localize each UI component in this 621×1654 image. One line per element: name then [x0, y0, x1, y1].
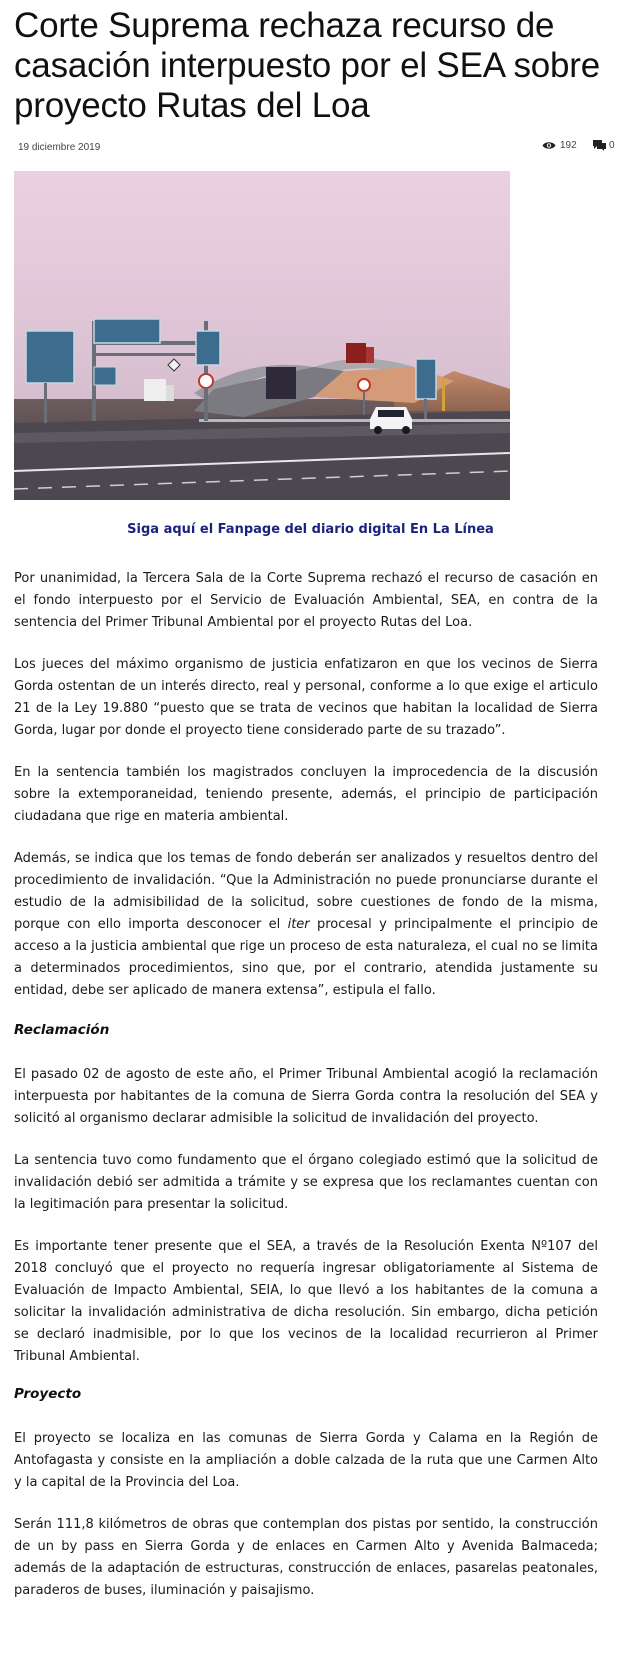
- article-date: 19 diciembre 2019: [18, 142, 101, 153]
- article-photo: [14, 171, 510, 500]
- article-title: Corte Suprema rechaza recurso de casación interpuesto por el SEA sobre proyecto Rutas del Loa: [14, 6, 601, 125]
- comments-counter[interactable]: [593, 140, 615, 151]
- article-meta: [14, 140, 615, 156]
- section-heading-reclamacion: Reclamación: [14, 1022, 110, 1038]
- paragraph-4-text-b: procesal y principalmente el principio de acceso a la justicia ambiental que rige un proceso de esta naturaleza, el cual no se limita a determinados procedimientos, sino que, por el contrario, atendida justamente su entidad, debe ser aplicado de manera extensa”, estipula el fallo.: [14, 917, 598, 998]
- fanpage-link[interactable]: Siga aquí el Fanpage del diario digital En La Línea: [127, 522, 494, 537]
- paragraph-5: El pasado 02 de agosto de este año, el Primer Tribunal Ambiental acogió la reclamación interpuesta por habitantes de la comuna de Sierra Gorda contra la resolución del SEA y solicitó al organismo declarar admisible la solicitud de invalidación del proyecto.: [14, 1067, 598, 1126]
- paragraph-4-italic: iter: [287, 917, 310, 932]
- paragraph-1: Por unanimidad, la Tercera Sala de la Corte Suprema rechazó el recurso de casación en el fondo interpuesto por el Servicio de Evaluación Ambiental, SEA, en contra de la sentencia del Primer Tribunal Ambiental por el proyecto Rutas del Loa.: [14, 571, 598, 630]
- views-count: 192: [560, 140, 577, 151]
- views-counter: [542, 140, 577, 151]
- paragraph-6: La sentencia tuvo como fundamento que el órgano colegiado estimó que la solicitud de invalidación debió ser admitida a trámite y se expresa que los reclamantes cuentan con la legitimación para presentar la solicitud.: [14, 1153, 598, 1212]
- paragraph-3: En la sentencia también los magistrados concluyen la improcedencia de la discusión sobre la extemporaneidad, teniendo presente, además, el principio de participación ciudadana que rige en materia ambiental.: [14, 765, 598, 824]
- paragraph-7: Es importante tener presente que el SEA, a través de la Resolución Exenta Nº107 del 2018 concluyó que el proyecto no requería ingresar obligatoriamente al Sistema de Evaluación de Impacto Ambiental, SEIA, lo que llevó a los habitantes de la comuna a solicitar la invalidación administrativa de dicha resolución. Sin embargo, dicha petición se declaró inadmisible, por lo que los vecinos de la localidad recurrieron al Primer Tribunal Ambiental.: [14, 1239, 598, 1364]
- eye-icon: [542, 141, 556, 150]
- comment-icon: [593, 140, 606, 151]
- section-heading-proyecto: Proyecto: [14, 1386, 82, 1402]
- paragraph-4: [14, 848, 598, 1002]
- paragraph-4-text-a: Además, se indica que los temas de fondo deberán ser analizados y resueltos dentro del procedimiento de invalidación. “Que la Administración no puede pronunciarse durante el estudio de la admisibilidad de la solicitud, sobre cuestiones de fondo de la misma, porque con ello importa desconocer el: [14, 851, 598, 932]
- paragraph-8: El proyecto se localiza en las comunas de Sierra Gorda y Calama en la Región de Antofagasta y consiste en la ampliación a doble calzada de la ruta que une Carmen Alto y la capital de la Provincia del Loa.: [14, 1431, 598, 1490]
- paragraph-9: Serán 111,8 kilómetros de obras que contemplan dos pistas por sentido, la construcción de un by pass en Sierra Gorda y de enlaces en Carmen Alto y Avenida Balmaceda; además de la adaptación de estructuras, construcción de enlaces, pasarelas peatonales, paraderos de buses, iluminación y paisajismo.: [14, 1517, 598, 1598]
- paragraph-2: Los jueces del máximo organismo de justicia enfatizaron en que los vecinos de Sierra Gorda ostentan de un interés directo, real y personal, conforme a lo que exige el articulo 21 de la Ley 19.880 “puesto que se trata de vecinos que habitan la localidad de Sierra Gorda, lugar por donde el proyecto tiene considerado parte de su trazado”.: [14, 657, 598, 738]
- comments-count: 0: [609, 140, 615, 151]
